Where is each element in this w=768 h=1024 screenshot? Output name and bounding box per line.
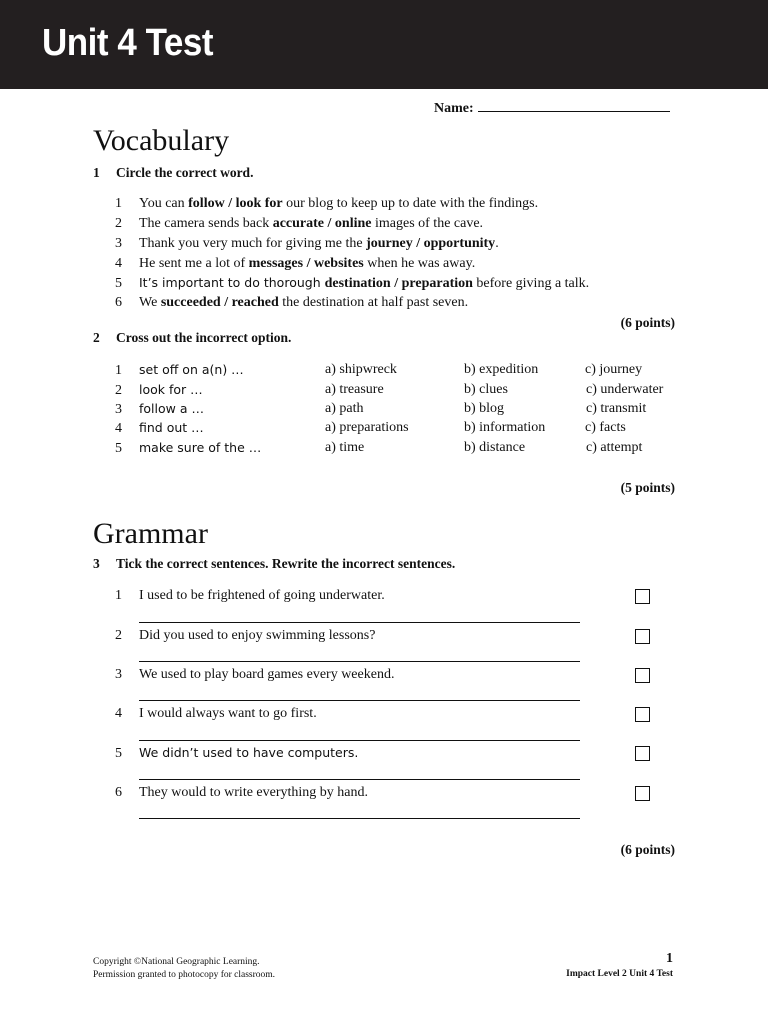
option-a[interactable]: a) path — [325, 401, 364, 416]
exercise-number: 3 — [93, 556, 100, 571]
permission-text: Permission granted to photocopy for classroom. — [93, 970, 276, 980]
instruction-text: Cross out the incorrect option. — [116, 330, 292, 345]
sentence-text: They would to write everything by hand. — [139, 785, 369, 800]
sentence-text: Did you used to enjoy swimming lessons? — [139, 628, 376, 643]
item-number: 4 — [115, 706, 122, 721]
ex2-row-5 — [115, 440, 261, 457]
ex3-item-3 — [115, 667, 394, 683]
copyright-text: Copyright ©National Geographic Learning. — [93, 957, 260, 967]
rewrite-answer-line[interactable] — [139, 700, 580, 701]
item-stem: look for … — [139, 382, 203, 397]
footer-copyright — [93, 956, 275, 982]
ex1-item-5 — [115, 275, 589, 292]
option-b[interactable]: b) clues — [464, 382, 508, 397]
exercise-1-instruction — [93, 165, 253, 181]
name-line[interactable] — [478, 98, 670, 112]
exercise-3-instruction — [93, 556, 455, 572]
item-number: 5 — [115, 441, 122, 456]
word-choice[interactable]: journey / opportunity — [366, 236, 496, 251]
option-c[interactable]: c) attempt — [586, 440, 643, 455]
item-number: 1 — [115, 363, 122, 378]
ex2-row-1 — [115, 362, 244, 379]
item-number: 6 — [115, 295, 122, 310]
name-label: Name: — [434, 101, 474, 116]
item-stem: find out … — [139, 420, 204, 435]
ex1-item-3 — [115, 236, 499, 252]
ex2-row-3 — [115, 401, 204, 418]
page-title: Unit 4 Test — [42, 22, 214, 64]
option-c[interactable]: c) journey — [585, 362, 643, 377]
tick-checkbox[interactable] — [635, 746, 650, 761]
item-text: our blog to keep up to date with the findings. — [282, 196, 539, 211]
exercise-2-instruction — [93, 330, 291, 346]
item-number: 5 — [115, 276, 122, 291]
rewrite-answer-line[interactable] — [139, 818, 580, 819]
exercise-2-points: (5 points) — [620, 480, 675, 495]
option-a[interactable]: a) shipwreck — [325, 362, 397, 377]
ex3-item-5 — [115, 745, 358, 762]
footer-series: Impact Level 2 Unit 4 Test — [566, 969, 673, 979]
item-text: before giving a talk. — [472, 276, 590, 291]
option-b[interactable]: b) blog — [464, 401, 505, 416]
ex3-item-2 — [115, 628, 375, 644]
option-a[interactable]: a) treasure — [325, 382, 384, 397]
item-number: 3 — [115, 667, 122, 682]
grammar-heading: Grammar — [93, 517, 208, 550]
item-number: 3 — [115, 236, 122, 251]
sentence-text: I used to be frightened of going underwater. — [139, 588, 385, 603]
item-stem: make sure of the … — [139, 440, 262, 455]
option-a[interactable]: a) time — [325, 440, 365, 455]
item-text: when he was away. — [363, 256, 476, 271]
tick-checkbox[interactable] — [635, 786, 650, 801]
item-number: 3 — [115, 402, 122, 417]
rewrite-answer-line[interactable] — [139, 661, 580, 662]
sentence-text: I would always want to go first. — [139, 706, 317, 721]
item-text: You can — [139, 196, 189, 211]
option-c[interactable]: c) facts — [585, 420, 626, 435]
item-number: 1 — [115, 588, 122, 603]
sentence-text: We didn’t used to have computers. — [139, 745, 359, 760]
option-c[interactable]: c) underwater — [586, 382, 664, 397]
tick-checkbox[interactable] — [635, 668, 650, 683]
item-text: the destination at half past seven. — [278, 295, 469, 310]
ex1-item-1 — [115, 196, 538, 212]
option-c[interactable]: c) transmit — [586, 401, 647, 416]
item-number: 1 — [115, 196, 122, 211]
ex3-item-6 — [115, 785, 368, 801]
item-number: 2 — [115, 216, 122, 231]
item-text: images of the cave. — [371, 216, 484, 231]
rewrite-answer-line[interactable] — [139, 622, 580, 623]
tick-checkbox[interactable] — [635, 707, 650, 722]
rewrite-answer-line[interactable] — [139, 779, 580, 780]
word-choice[interactable]: succeeded / reached — [160, 295, 279, 310]
name-field-row — [434, 98, 670, 117]
ex1-item-4 — [115, 256, 475, 272]
item-stem: follow a … — [139, 401, 204, 416]
item-number: 4 — [115, 421, 122, 436]
item-number: 5 — [115, 746, 122, 761]
page-number: 1 — [666, 951, 673, 966]
item-stem: set off on a(n) … — [139, 362, 244, 377]
item-text: Thank you very much for giving me the — [139, 236, 367, 251]
item-number: 2 — [115, 628, 122, 643]
sentence-text: We used to play board games every weekend. — [139, 667, 395, 682]
tick-checkbox[interactable] — [635, 589, 650, 604]
word-choice[interactable]: messages / websites — [248, 256, 364, 271]
ex3-item-1 — [115, 588, 385, 604]
word-choice[interactable]: accurate / online — [272, 216, 372, 231]
vocabulary-heading: Vocabulary — [93, 124, 230, 157]
ex1-item-2 — [115, 216, 483, 232]
word-choice[interactable]: follow / look for — [188, 196, 283, 211]
exercise-number: 2 — [93, 330, 100, 345]
ex1-item-6 — [115, 295, 468, 311]
exercise-3-points: (6 points) — [620, 842, 675, 857]
tick-checkbox[interactable] — [635, 629, 650, 644]
instruction-text: Tick the correct sentences. Rewrite the incorrect sentences. — [116, 556, 456, 571]
rewrite-answer-line[interactable] — [139, 740, 580, 741]
option-b[interactable]: b) information — [464, 420, 546, 435]
exercise-number: 1 — [93, 165, 100, 180]
item-text: The camera sends back — [139, 216, 273, 231]
item-number: 2 — [115, 383, 122, 398]
option-b[interactable]: b) distance — [464, 440, 526, 455]
item-number: 4 — [115, 256, 122, 271]
word-choice[interactable]: destination / preparation — [324, 276, 473, 291]
item-text: . — [495, 236, 499, 251]
ex2-row-4 — [115, 420, 204, 437]
item-text: It’s important to do thorough — [139, 275, 325, 290]
option-b[interactable]: b) expedition — [464, 362, 539, 377]
instruction-text: Circle the correct word. — [116, 165, 254, 180]
item-text: He sent me a lot of — [139, 256, 249, 271]
item-text: We — [139, 295, 161, 310]
option-a[interactable]: a) preparations — [325, 420, 409, 435]
ex2-row-2 — [115, 382, 203, 399]
item-number: 6 — [115, 785, 122, 800]
exercise-1-points: (6 points) — [620, 315, 675, 330]
ex3-item-4 — [115, 706, 317, 722]
